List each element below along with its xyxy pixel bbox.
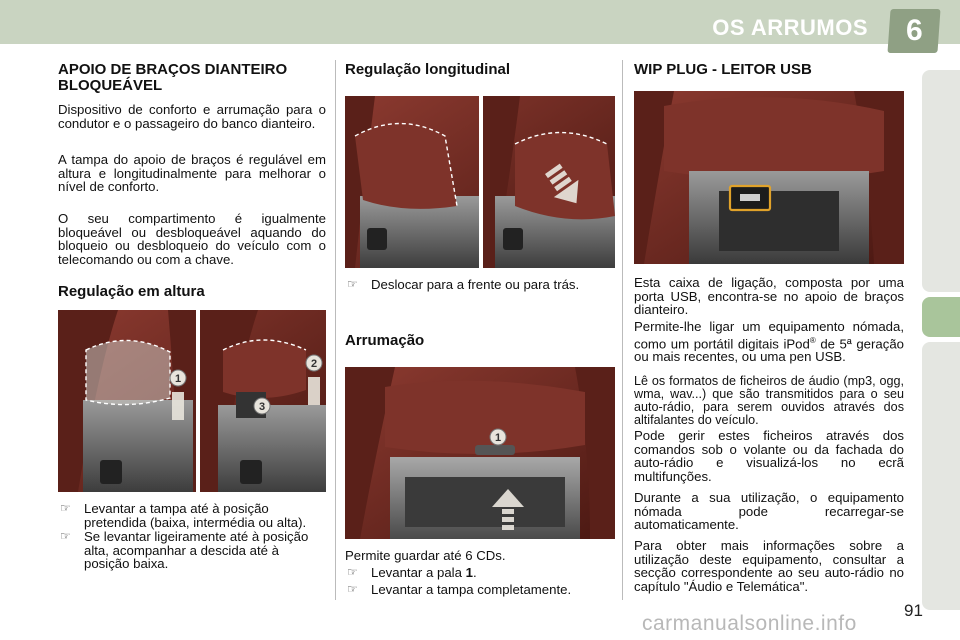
figure-storage (345, 367, 615, 539)
bullet-item (345, 566, 617, 580)
figure-usb-box (634, 91, 904, 264)
figure-height-adjustment (58, 310, 326, 492)
figure-longitudinal-adjustment (345, 96, 615, 268)
side-tab-current[interactable] (922, 297, 960, 337)
paragraph: Permite guardar até 6 CDs. (345, 548, 506, 563)
paragraph: Pode gerir estes ficheiros através dos comandos sob o volante ou da fachada do auto-rádio e visualizá-los no ecrã multifunções. (634, 428, 904, 484)
paragraph: O seu compartimento é igualmente bloqueável ou desbloqueável aquando do bloqueio ou desbloqueio do veículo com o telecomando ou com a chave. (58, 211, 326, 267)
paragraph: Esta caixa de ligação, composta por uma porta USB, encontra-se no apoio de braços dianteiro. (634, 275, 904, 317)
bullet-item (58, 502, 326, 529)
page-title: OS ARRUMOS (712, 15, 868, 40)
paragraph-text: de 5ª geração ou mais recentes, ou uma pen USB. (634, 335, 904, 365)
side-tab-previous[interactable] (922, 70, 960, 292)
armrest-storage-illustration (345, 367, 615, 539)
bullet-icon: ☞ (347, 565, 358, 579)
side-tab-next[interactable] (922, 342, 960, 610)
figure-callout-2: 2 (310, 358, 318, 370)
armrest-illustration (58, 310, 326, 492)
bullet-icon: ☞ (347, 277, 358, 291)
bullet-text: Se levantar ligeiramente até à posição alta, acompanhar a descida até à posição baixa. (84, 529, 309, 571)
paragraph-text: Permite-lhe ligar um equipamento nómada, como um portátil digitais iPod (634, 319, 904, 351)
page-number: 91 (904, 601, 923, 620)
paragraph: Durante a sua utilização, o equipamento nómada pode recarregar-se automaticamente. (634, 490, 904, 532)
bullet-icon: ☞ (60, 501, 71, 515)
paragraph: Para obter mais informações sobre a utilização deste equipamento, consultar a secção correspondente ao seu auto-rádio no capítulo "Áudio e Telemática". (634, 538, 904, 594)
paragraph (634, 320, 904, 364)
subheading-height: Regulação em altura (58, 283, 205, 300)
section-heading-armrest: APOIO DE BRAÇOS DIANTEIRO BLOQUEÁVEL (58, 61, 288, 94)
paragraph: Dispositivo de conforto e arrumação para o condutor e o passageiro do banco dianteiro. (58, 102, 326, 131)
bullet-text: Levantar a tampa completamente. (371, 582, 572, 597)
bullet-text: . (472, 565, 477, 580)
usb-box-illustration (634, 91, 904, 264)
bullet-text-bold: 1 (465, 565, 473, 580)
registered-mark: ® (809, 335, 816, 345)
figure-callout-1: 1 (174, 373, 182, 385)
paragraph: Lê os formatos de ficheiros de áudio (mp3, ogg, wma, wav...) que são transmitidos para o seu auto-rádio, para serem ouvidos através dos altifalantes do veículo. (634, 374, 904, 427)
bullet-item (58, 530, 326, 571)
watermark: carmanualsonline.info (642, 612, 857, 635)
bullet-icon: ☞ (347, 582, 358, 596)
bullet-text: Deslocar para a frente ou para trás. (371, 277, 580, 292)
section-heading-storage: Arrumação (345, 332, 425, 349)
chapter-badge (887, 9, 940, 53)
bullet-item (345, 583, 617, 597)
section-heading-usb: WIP PLUG - LEITOR USB (634, 61, 812, 78)
armrest-slide-illustration (345, 96, 615, 268)
bullet-text: Levantar a pala (371, 565, 466, 580)
column-divider (622, 60, 623, 600)
bullet-icon: ☞ (60, 529, 71, 543)
bullet-text: Levantar a tampa até à posição pretendida (baixa, intermédia ou alta). (84, 501, 307, 530)
section-heading-longitudinal: Regulação longitudinal (345, 61, 511, 78)
bullet-item (345, 278, 617, 292)
column-divider (335, 60, 336, 600)
figure-callout-3: 3 (258, 401, 266, 413)
figure-callout-1: 1 (494, 432, 502, 444)
chapter-number: 6 (905, 14, 923, 47)
paragraph: A tampa do apoio de braços é regulável em altura e longitudinalmente para melhorar o nível de conforto. (58, 152, 326, 194)
